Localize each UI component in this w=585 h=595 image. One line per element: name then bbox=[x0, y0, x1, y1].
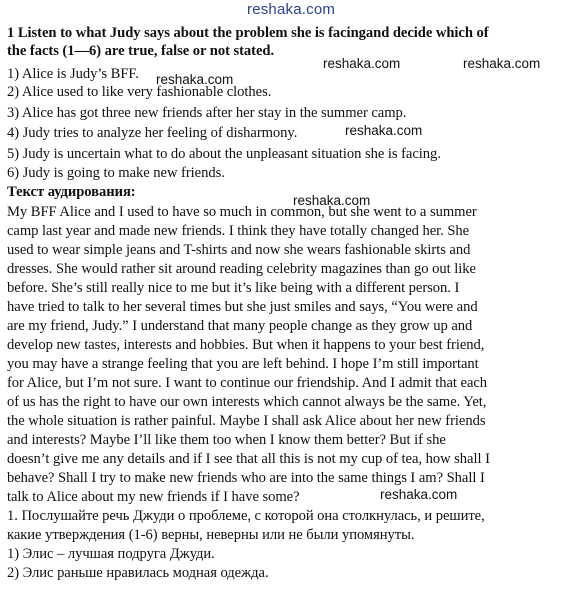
transcript-line-14: doesn’t give me any details and if I see that all this is not my cup of tea, how shall I bbox=[7, 451, 490, 467]
watermark-4: reshaka.com bbox=[345, 123, 423, 138]
transcript-line-9: you may have a strange feeling that you are left behind. I hope I’m still important bbox=[7, 356, 479, 372]
transcript-line-13: and interests? Maybe I’ll like them too when I know them better? But if she bbox=[7, 432, 446, 448]
watermark-top: reshaka.com bbox=[247, 1, 336, 18]
task-title-line-2: the facts (1—6) are true, false or not stated. bbox=[7, 43, 275, 59]
translation-line-3: 1) Элис – лучшая подруга Джуди. bbox=[7, 546, 215, 562]
translation-line-4: 2) Элис раньше нравилась модная одежда. bbox=[7, 565, 269, 581]
task-title-line-1: 1 Listen to what Judy says about the problem she is facingand decide which of bbox=[7, 25, 489, 41]
statement-4: 4) Judy tries to analyze her feeling of disharmony. bbox=[7, 125, 298, 141]
translation-line-2: какие утверждения (1-6) верны, неверны или не были упомянуты. bbox=[7, 527, 415, 543]
transcript-line-5: before. She’s still really nice to me but it’s like being with a different person. I bbox=[7, 280, 460, 296]
transcript-line-16: talk to Alice about my new friends if I have some? bbox=[7, 489, 300, 505]
transcript-line-2: camp last year and made new friends. I think they have totally changed her. She bbox=[7, 223, 470, 239]
transcript-line-6: have tried to talk to her several times but she just smiles and says, “You were and bbox=[7, 299, 478, 315]
transcript-line-10: for Alice, but I’m not sure. I want to continue our friendship. And I admit that each bbox=[7, 375, 488, 391]
statement-2: 2) Alice used to like very fashionable clothes. bbox=[7, 84, 272, 100]
transcript-line-12: the whole situation is rather painful. Maybe I shall ask Alice about her new friends bbox=[7, 413, 486, 429]
statement-3: 3) Alice has got three new friends after her stay in the summer camp. bbox=[7, 105, 407, 121]
transcript-line-3: used to wear simple jeans and T-shirts and now she wears fashionable skirts and bbox=[7, 242, 471, 258]
transcript-line-7: are my friend, Judy.” I understand that many people change as they grow up and bbox=[7, 318, 473, 334]
statement-1: 1) Alice is Judy’s BFF. bbox=[7, 66, 139, 82]
watermark-6: reshaka.com bbox=[380, 487, 458, 502]
transcript-line-8: develop new tastes, interests and hobbies. But when it happens to your best friend, bbox=[7, 337, 485, 353]
watermark-5: reshaka.com bbox=[293, 193, 371, 208]
transcript-line-1: My BFF Alice and I used to have so much in common, but she went to a summer bbox=[7, 204, 477, 220]
transcript-line-15: behave? Shall I try to make new friends who are into the same things I am? Shall I bbox=[7, 470, 485, 486]
watermark-1: reshaka.com bbox=[323, 56, 401, 71]
watermark-2: reshaka.com bbox=[463, 56, 541, 71]
transcript-heading: Текст аудирования: bbox=[7, 184, 136, 200]
statement-6: 6) Judy is going to make new friends. bbox=[7, 165, 225, 181]
translation-line-1: 1. Послушайте речь Джуди о проблеме, с которой она столкнулась, и решите, bbox=[7, 508, 485, 524]
watermark-3: reshaka.com bbox=[156, 72, 234, 87]
transcript-line-11: of us has the right to have our own interests which cannot always be the same. Yet, bbox=[7, 394, 487, 410]
statement-5: 5) Judy is uncertain what to do about the unpleasant situation she is facing. bbox=[7, 146, 441, 162]
transcript-line-4: dresses. She would rather sit around reading celebrity magazines than go out like bbox=[7, 261, 476, 277]
